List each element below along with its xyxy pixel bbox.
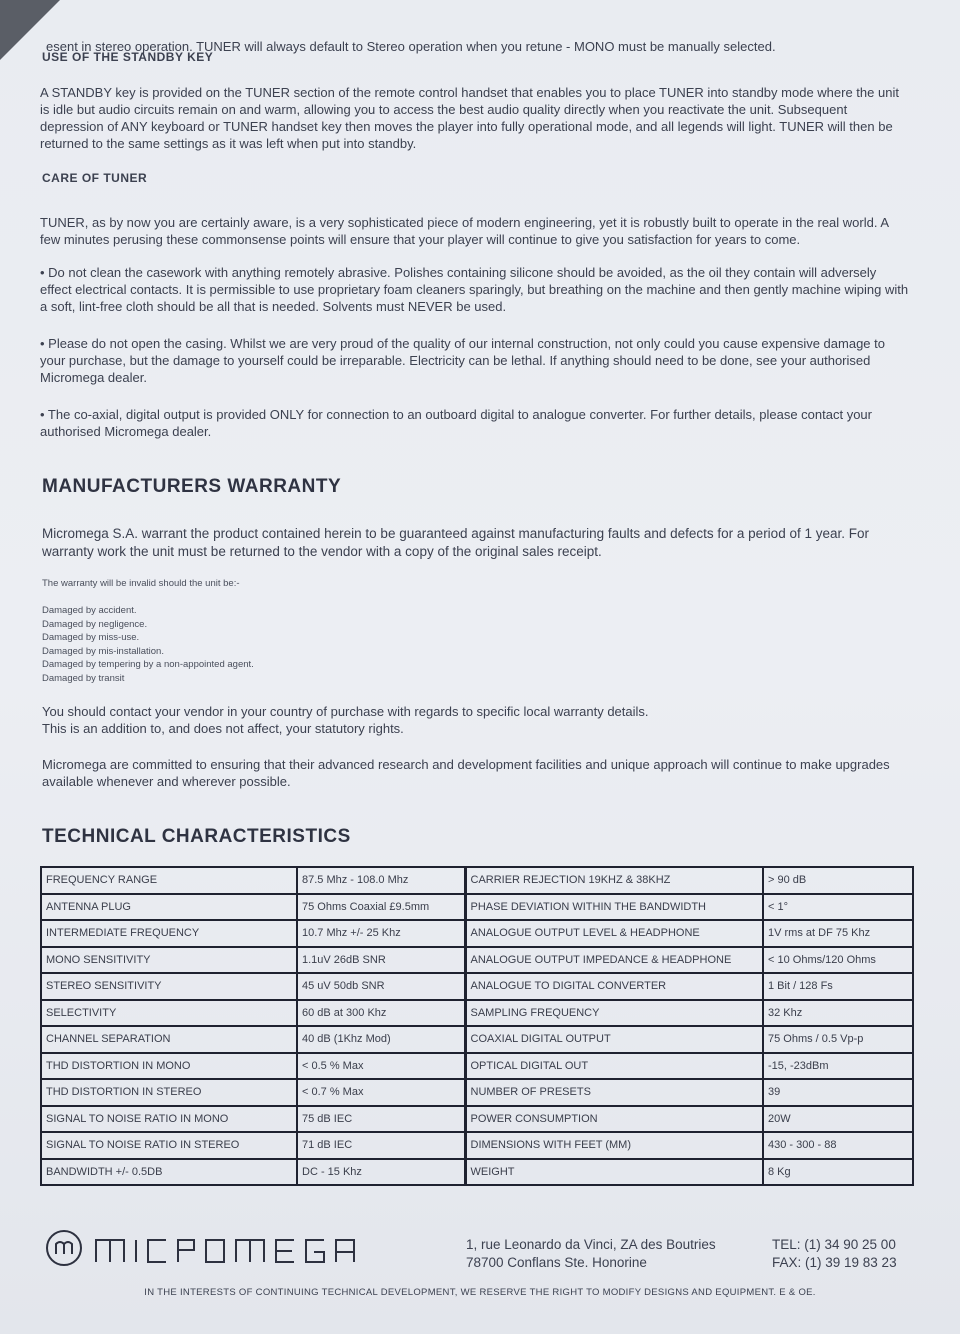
spec-value: 45 uV 50db SNR — [297, 973, 465, 1000]
spec-value: 40 dB (1Khz Mod) — [297, 1026, 465, 1053]
table-row — [41, 867, 913, 894]
phone-number: TEL: (1) 34 90 25 00 — [772, 1237, 896, 1252]
spec-value: 430 - 300 - 88 — [763, 1132, 913, 1159]
warranty-text: Micromega S.A. warrant the product contained herein to be guaranteed against manufacturing faults and defects for a period of 1 year. For warranty work the unit must be returned to the vendor with a copy of the original sales receipt. — [42, 526, 869, 559]
spec-value: 71 dB IEC — [297, 1132, 465, 1159]
spec-value: 75 Ohms Coaxial £9.5mm — [297, 894, 465, 921]
spec-label: POWER CONSUMPTION — [465, 1106, 763, 1133]
care-intro: TUNER, as by now you are certainly aware, is a very sophisticated piece of modern engineering, yet it is robustly built to operate in the real world. A few minutes perusing these commonsense points will ensure that your player will continue to give you satisfaction for years to come. — [40, 215, 889, 247]
spec-value: 20W — [763, 1106, 913, 1133]
spec-value: 60 dB at 300 Khz — [297, 1000, 465, 1027]
list-item: Damaged by accident. — [42, 605, 137, 616]
spec-label: PHASE DEVIATION WITHIN THE BANDWIDTH — [465, 894, 763, 921]
table-row — [41, 973, 913, 1000]
spec-label: ANALOGUE OUTPUT IMPEDANCE & HEADPHONE — [465, 947, 763, 974]
spec-label: STEREO SENSITIVITY — [41, 973, 297, 1000]
table-row — [41, 1079, 913, 1106]
spec-label: BANDWIDTH +/- 0.5DB — [41, 1159, 297, 1186]
table-row — [41, 1132, 913, 1159]
warranty-contact-2: This is an addition to, and does not affect, your statutory rights. — [42, 721, 404, 736]
spec-label: SIGNAL TO NOISE RATIO IN MONO — [41, 1106, 297, 1133]
table-row — [41, 1106, 913, 1133]
spec-label: NUMBER OF PRESETS — [465, 1079, 763, 1106]
spec-value: 75 Ohms / 0.5 Vp-p — [763, 1026, 913, 1053]
table-row — [41, 920, 913, 947]
list-item: Damaged by miss-use. — [42, 632, 140, 643]
spec-value: 87.5 Mhz - 108.0 Mhz — [297, 867, 465, 894]
table-row — [41, 1053, 913, 1080]
table-row — [41, 1000, 913, 1027]
care-point-1: • Do not clean the casework with anything remotely abrasive. Polishes containing silicone should be avoided, as the oil they contain will adversely effect electrical contacts. It is permissible to use proprietary foam cleaners sparingly, but breathing on the machine and then gently machine wiping with a soft, lint-free cloth should be all that is needed. Solvents must NEVER be used. — [40, 265, 909, 314]
spec-label: CHANNEL SEPARATION — [41, 1026, 297, 1053]
warranty-invalid-list — [42, 604, 254, 685]
spec-label: INTERMEDIATE FREQUENCY — [41, 920, 297, 947]
fax-number: FAX: (1) 39 19 83 23 — [772, 1255, 897, 1270]
technical-heading: TECHNICAL CHARACTERISTICS — [42, 826, 351, 847]
spec-value: DC - 15 Khz — [297, 1159, 465, 1186]
spec-label: THD DISTORTION IN MONO — [41, 1053, 297, 1080]
spec-value: 1 Bit / 128 Fs — [763, 973, 913, 1000]
spec-value: 1V rms at DF 75 Khz — [763, 920, 913, 947]
spec-value: < 0.5 % Max — [297, 1053, 465, 1080]
spec-label: DIMENSIONS WITH FEET (MM) — [465, 1132, 763, 1159]
spec-label: MONO SENSITIVITY — [41, 947, 297, 974]
spec-label: ANALOGUE OUTPUT LEVEL & HEADPHONE — [465, 920, 763, 947]
standby-text: A STANDBY key is provided on the TUNER section of the remote control handset that enables you to place TUNER into standby mode where the unit is idle but audio circuits remain on and warm, allowing you to access the best audio quality directly when you reactivate the unit. Subsequent depression of ANY keyboard or TUNER handset key then moves the player into fully operational mode, and all legends will light. TUNER will then be returned to the same settings as it was left when put into standby. — [40, 85, 899, 151]
spec-label: WEIGHT — [465, 1159, 763, 1186]
spec-value: 10.7 Mhz +/- 25 Khz — [297, 920, 465, 947]
list-item: Damaged by tempering by a non-appointed agent. — [42, 659, 254, 670]
list-item: Damaged by negligence. — [42, 618, 148, 630]
spec-label: ANTENNA PLUG — [41, 894, 297, 921]
care-heading: CARE OF TUNER — [42, 171, 148, 185]
spec-value: 32 Khz — [763, 1000, 913, 1027]
spec-value: 1.1uV 26dB SNR — [297, 947, 465, 974]
technical-table — [40, 866, 914, 1186]
warranty-contact-1: You should contact your vendor in your country of purchase with regards to specific local warranty details. — [42, 704, 649, 719]
spec-label: ANALOGUE TO DIGITAL CONVERTER — [465, 973, 763, 1000]
spec-value: -15, -23dBm — [763, 1053, 913, 1080]
standby-heading: USE OF THE STANDBY KEY — [42, 50, 214, 64]
spec-label: FREQUENCY RANGE — [41, 867, 297, 894]
spec-value: 39 — [763, 1079, 913, 1106]
care-point-3: • The co-axial, digital output is provided ONLY for connection to an outboard digital to analogue converter. For further details, please contact your authorised Micromega dealer. — [40, 407, 872, 439]
table-row — [41, 1159, 913, 1186]
warranty-commitment: Micromega are committed to ensuring that their advanced research and development facilities and unique approach will continue to make upgrades available whenever and wherever possible. — [42, 757, 890, 789]
care-point-2: • Please do not open the casing. Whilst we are very proud of the quality of our internal construction, not only could you cause expensive damage to your purchase, but the damage to yourself could be irreparable. Electricity can be lethal. If anything should need to be done, see your authorised Micromega dealer. — [40, 336, 885, 385]
spec-value: < 1° — [763, 894, 913, 921]
micromega-logo — [44, 1228, 384, 1268]
spec-value: < 0.7 % Max — [297, 1079, 465, 1106]
spec-value: 8 Kg — [763, 1159, 913, 1186]
footer-disclaimer: IN THE INTERESTS OF CONTINUING TECHNICAL DEVELOPMENT, WE RESERVE THE RIGHT TO MODIFY DESIGNS AND EQUIPMENT. E & OE. — [144, 1287, 816, 1298]
table-row — [41, 947, 913, 974]
company-address: 1, rue Leonardo da Vinci, ZA des Boutries 78700 Conflans Ste. Honorine — [466, 1237, 716, 1270]
spec-label: SELECTIVITY — [41, 1000, 297, 1027]
list-item: Damaged by transit — [42, 672, 125, 684]
spec-label: SIGNAL TO NOISE RATIO IN STEREO — [41, 1132, 297, 1159]
warranty-invalid-intro: The warranty will be invalid should the unit be:- — [42, 578, 240, 589]
list-item: Damaged by mis-installation. — [42, 645, 164, 657]
table-row — [41, 1026, 913, 1053]
spec-label: THD DISTORTION IN STEREO — [41, 1079, 297, 1106]
spec-label: CARRIER REJECTION 19KHZ & 38KHZ — [465, 867, 763, 894]
spec-label: SAMPLING FREQUENCY — [465, 1000, 763, 1027]
table-row — [41, 894, 913, 921]
intro-line: esent in stereo operation. TUNER will always default to Stereo operation when you retune - MONO must be manually selected. — [46, 39, 776, 54]
company-contact — [772, 1236, 897, 1272]
spec-label: OPTICAL DIGITAL OUT — [465, 1053, 763, 1080]
spec-value: > 90 dB — [763, 867, 913, 894]
spec-label: COAXIAL DIGITAL OUTPUT — [465, 1026, 763, 1053]
warranty-heading: MANUFACTURERS WARRANTY — [42, 476, 342, 497]
spec-value: < 10 Ohms/120 Ohms — [763, 947, 913, 974]
spec-value: 75 dB IEC — [297, 1106, 465, 1133]
